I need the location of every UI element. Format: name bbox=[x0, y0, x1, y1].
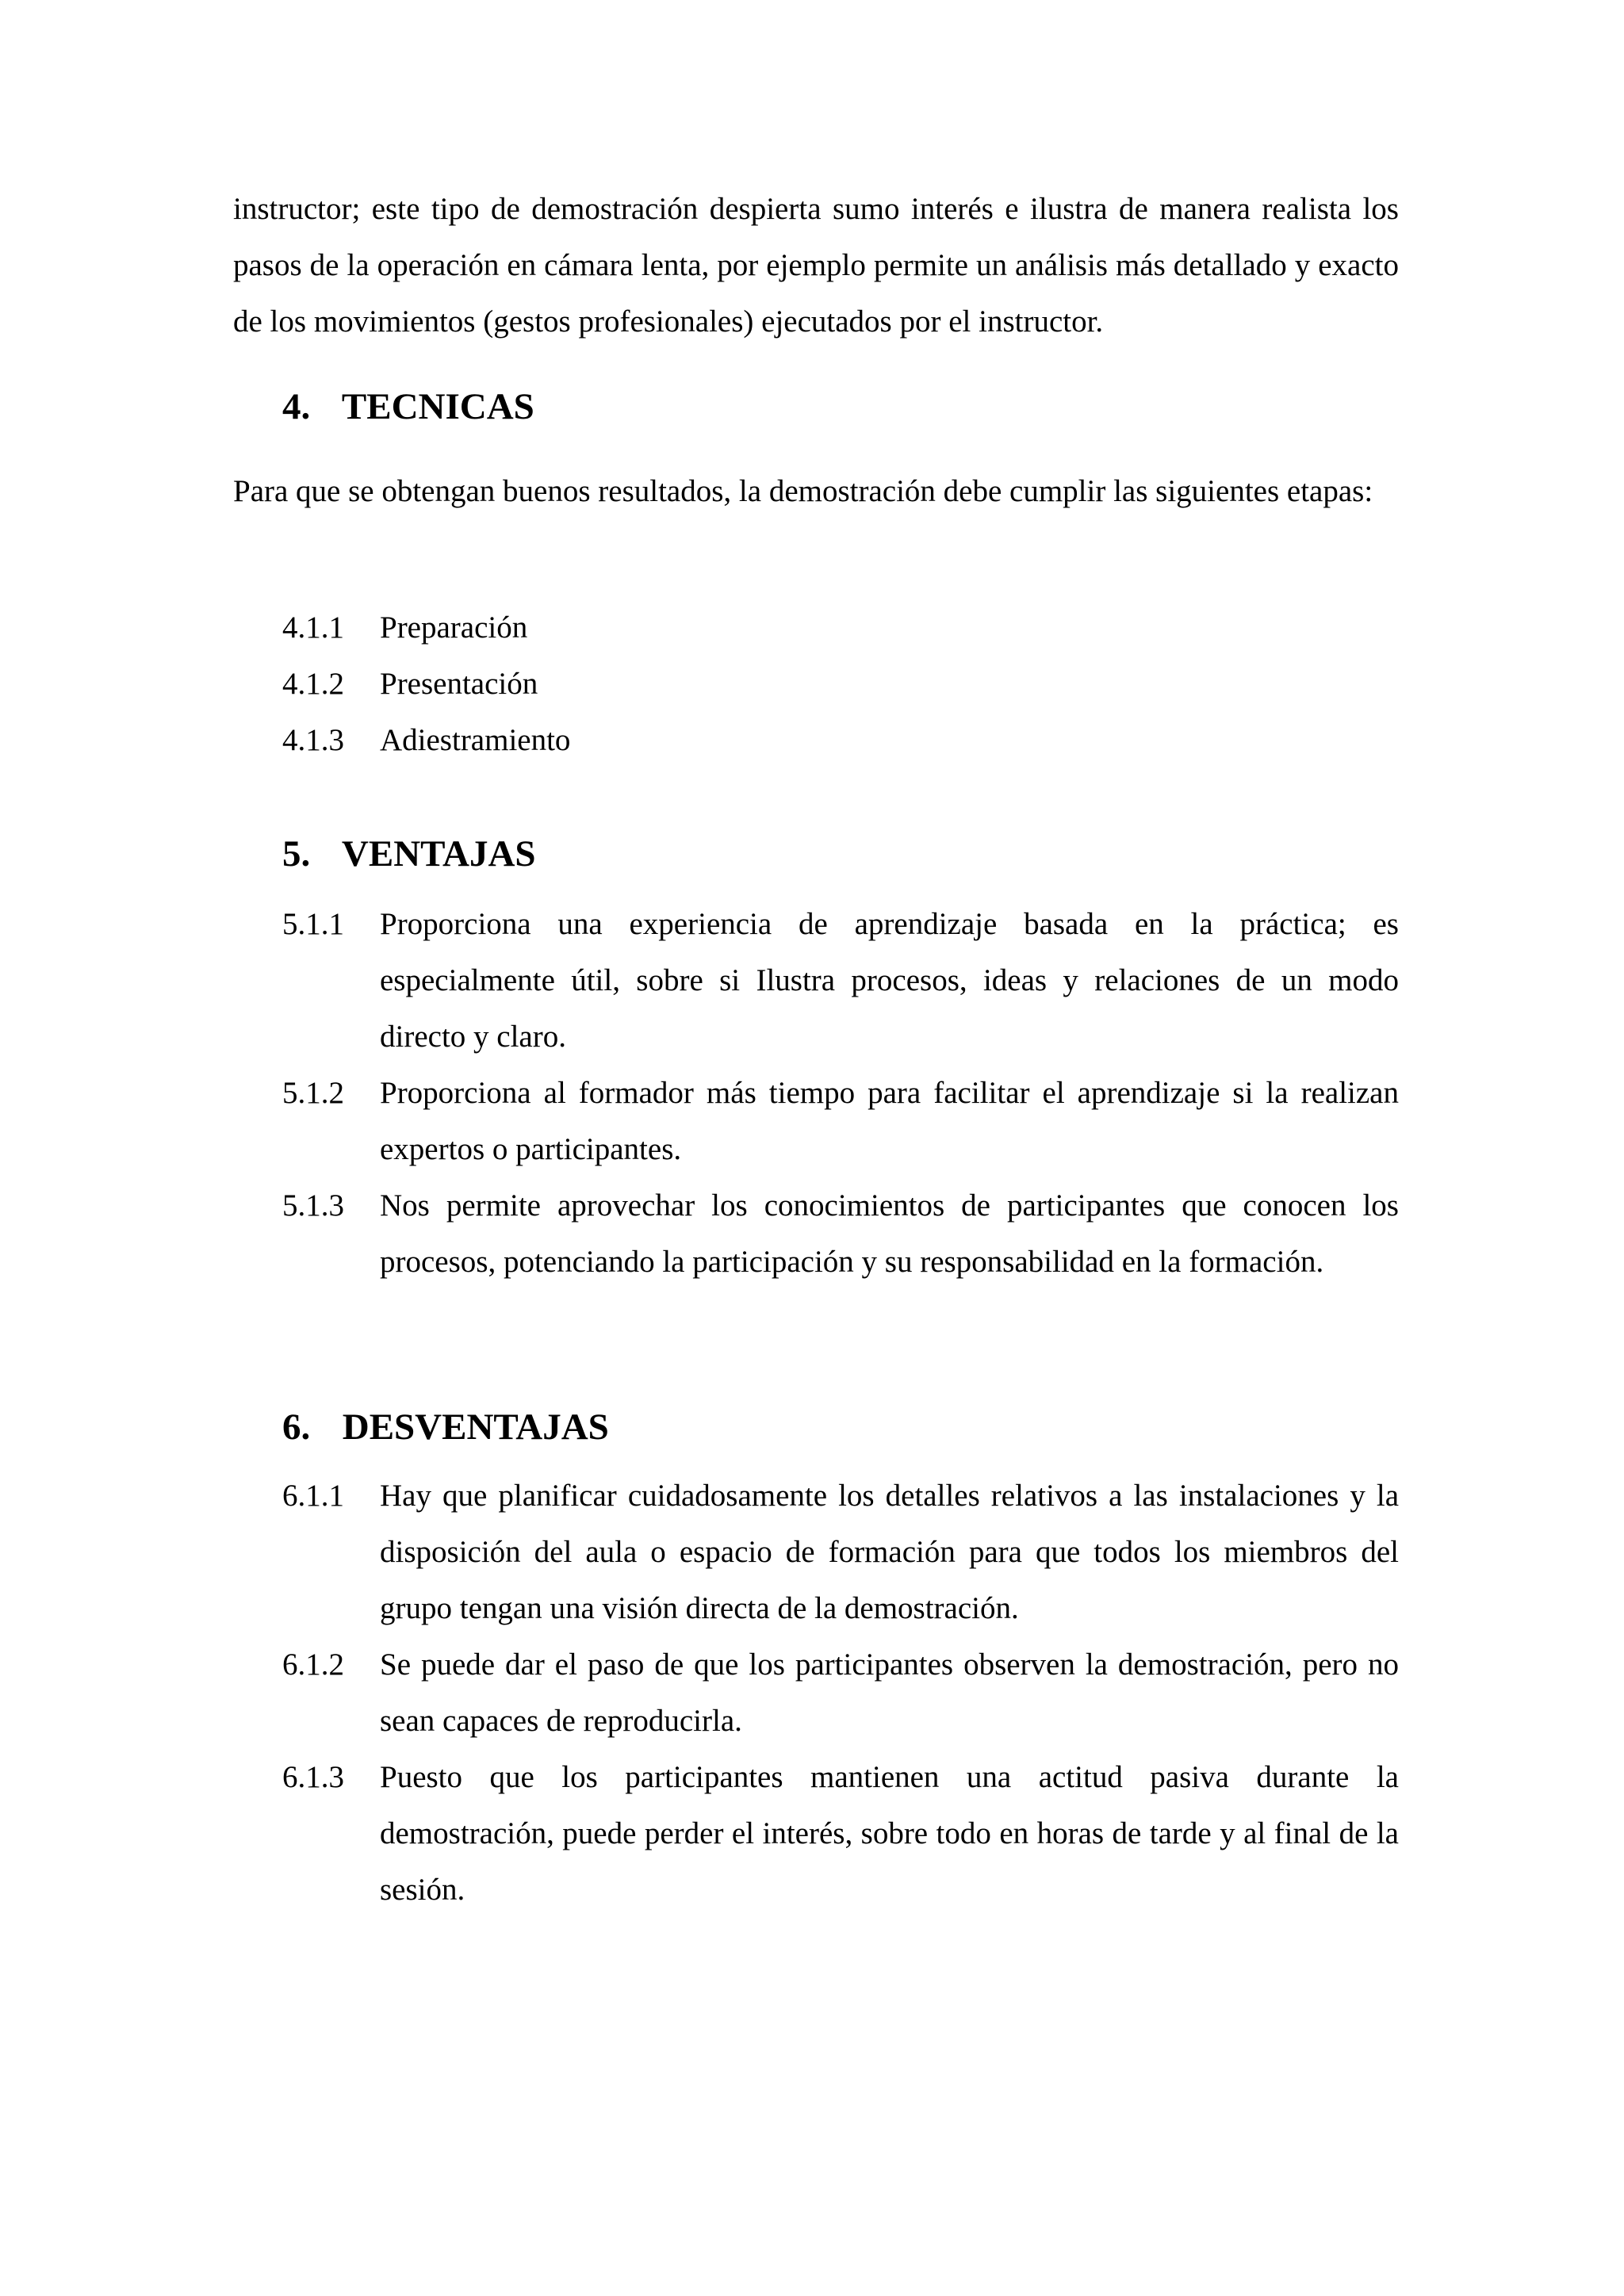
list-item-text: Proporciona al formador más tiempo para facilitar el aprendizaje si la realizan expertos o participantes. bbox=[380, 1076, 1399, 1166]
tecnicas-list bbox=[282, 599, 570, 768]
tecnicas-paragraph: Para que se obtengan buenos resultados, la demostración debe cumplir las siguientes etapas: bbox=[233, 474, 1373, 508]
list-item bbox=[282, 712, 570, 768]
list-item bbox=[282, 1636, 1399, 1749]
list-item bbox=[282, 599, 570, 656]
list-item-text: Se puede dar el paso de que los participantes observen la demostración, pero no sean capaces de reproducirla. bbox=[380, 1647, 1399, 1738]
list-item bbox=[282, 656, 570, 712]
section-heading-tecnicas bbox=[282, 383, 534, 430]
list-item-text: Hay que planificar cuidadosamente los detalles relativos a las instalaciones y la disposición del aula o espacio de formación para que todos los miembros del grupo tengan una visión directa de la demostración. bbox=[380, 1479, 1399, 1625]
list-item-text: Preparación bbox=[380, 610, 528, 645]
section-heading-ventajas bbox=[282, 830, 536, 878]
list-item bbox=[282, 896, 1399, 1065]
section-number: 5. bbox=[282, 833, 311, 874]
list-item bbox=[282, 1177, 1399, 1290]
section-heading-desventajas bbox=[282, 1403, 609, 1451]
list-item-text: Adiestramiento bbox=[380, 723, 571, 757]
intro-paragraph: instructor; este tipo de demostración despierta sumo interés e ilustra de manera realista los pasos de la operación en cámara lenta, por ejemplo permite un análisis más detallado y exacto de los movimientos (gestos profesionales) ejecutados por el instructor. bbox=[233, 192, 1399, 339]
section-title: DESVENTAJAS bbox=[342, 1406, 609, 1448]
list-item-number: 5.1.1 bbox=[282, 907, 344, 941]
section-number: 6. bbox=[282, 1406, 311, 1448]
list-item-number: 5.1.3 bbox=[282, 1188, 344, 1223]
list-item-text: Proporciona una experiencia de aprendizaje basada en la práctica; es especialmente útil, sobre si Ilustra procesos, ideas y relaciones de un modo directo y claro. bbox=[380, 907, 1399, 1054]
list-item bbox=[282, 1749, 1399, 1918]
list-item bbox=[282, 1468, 1399, 1636]
list-item-number: 6.1.2 bbox=[282, 1647, 344, 1682]
list-item-number: 4.1.3 bbox=[282, 723, 344, 757]
list-item bbox=[282, 1065, 1399, 1177]
list-item-text: Puesto que los participantes mantienen una actitud pasiva durante la demostración, puede perder el interés, sobre todo en horas de tarde y al final de la sesión. bbox=[380, 1760, 1399, 1907]
list-item-text: Presentación bbox=[380, 667, 538, 701]
desventajas-list bbox=[282, 1468, 1399, 1918]
list-item-number: 6.1.3 bbox=[282, 1760, 344, 1794]
list-item-text: Nos permite aprovechar los conocimientos de participantes que conocen los procesos, potenciando la participación y su responsabilidad en la formación. bbox=[380, 1188, 1399, 1279]
list-item-number: 4.1.2 bbox=[282, 667, 344, 701]
section-title: TECNICAS bbox=[341, 386, 534, 427]
list-item-number: 4.1.1 bbox=[282, 610, 344, 645]
ventajas-list bbox=[282, 896, 1399, 1290]
list-item-number: 6.1.1 bbox=[282, 1479, 344, 1513]
section-number: 4. bbox=[282, 386, 311, 427]
section-title: VENTAJAS bbox=[341, 833, 536, 874]
list-item-number: 5.1.2 bbox=[282, 1076, 344, 1110]
